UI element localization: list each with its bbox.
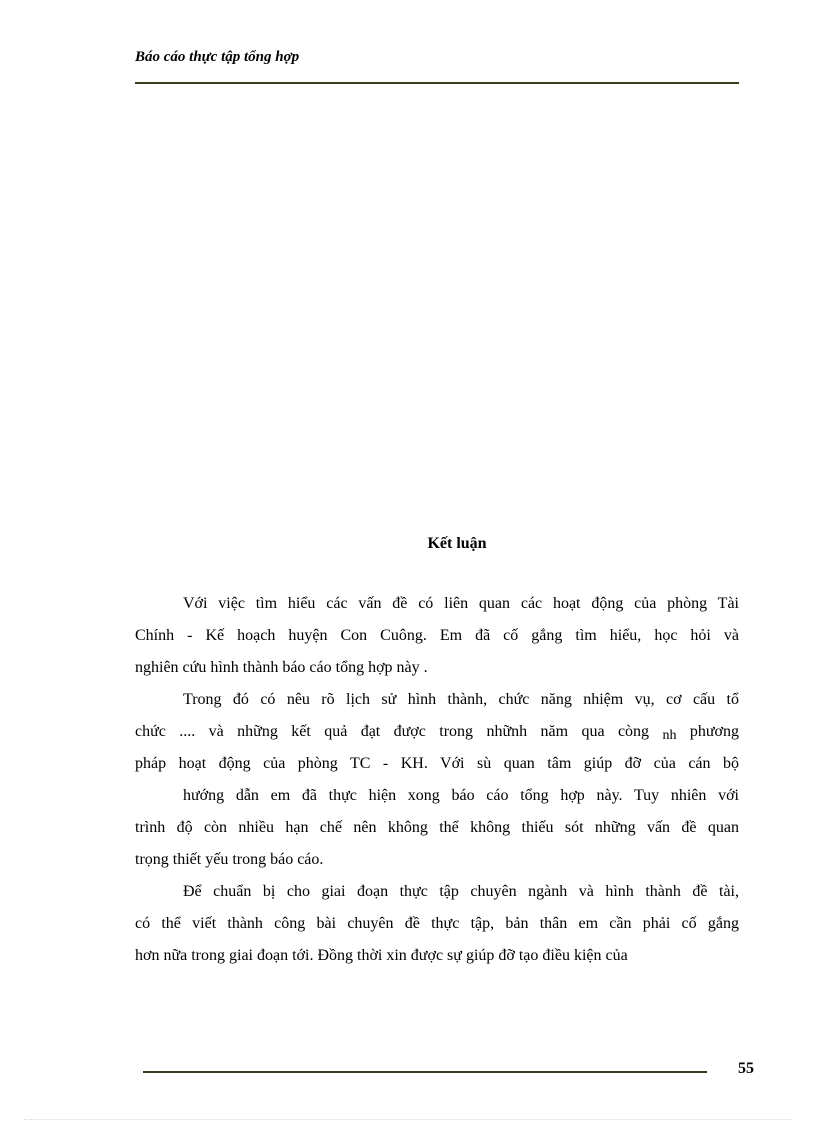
header-rule xyxy=(135,82,739,84)
paragraph-2-line-2 xyxy=(135,716,739,748)
paragraph-1-line-1: Với việc tìm hiểu các vấn đề có liên quan các hoạt động của phòng Tài xyxy=(183,595,739,612)
paragraph-2-line-2-fragment: nh xyxy=(662,728,677,743)
page-edge-divider xyxy=(24,1119,792,1120)
paragraph-2-line-1: Trong đó có nêu rõ lịch sử hình thành, chức năng nhiệm vụ, cơ cấu tổ xyxy=(183,691,739,708)
page-number: 55 xyxy=(738,1060,754,1077)
paragraph-2-line-4: hướng dẫn em đã thực hiện xong báo cáo tổng hợp này. Tuy nhiên với xyxy=(183,787,739,804)
section-heading: Kết luận xyxy=(427,535,487,552)
paragraph-1-line-2: Chính - Kế hoạch huyện Con Cuông. Em đã cố gắng tìm hiểu, học hỏi và xyxy=(135,627,739,644)
paragraph-3-line-1: Để chuẩn bị cho giai đoạn thực tập chuyên ngành và hình thành đề tài, xyxy=(183,883,739,900)
paragraph-2-line-3: pháp hoạt động của phòng TC - KH. Với sù quan tâm giúp đỡ của cán bộ xyxy=(135,755,739,772)
body-text xyxy=(135,588,739,972)
header-title: Báo cáo thực tập tổng hợp xyxy=(135,49,300,65)
paragraph-2-line-6: trọng thiết yếu trong báo cáo. xyxy=(135,851,324,868)
paragraph-2-line-2-end: phương xyxy=(689,723,740,740)
paragraph-3-line-2: có thể viết thành công bài chuyên đề thực tập, bản thân em cần phải cố gắng xyxy=(135,915,739,932)
paragraph-2-line-5: trình độ còn nhiều hạn chế nên không thể không thiếu sót những vấn đề quan xyxy=(135,819,739,836)
paragraph-2-line-2-start: chức .... và những kết quả đạt được trong nhữnh năm qua còng xyxy=(135,723,650,740)
paragraph-1-line-3: nghiên cứu hình thành báo cáo tổng hợp này . xyxy=(135,659,428,676)
footer-rule xyxy=(143,1071,707,1073)
paragraph-3-line-3: hơn nữa trong giai đoạn tới. Đồng thời xin được sự giúp đỡ tạo điều kiện của xyxy=(135,947,628,964)
